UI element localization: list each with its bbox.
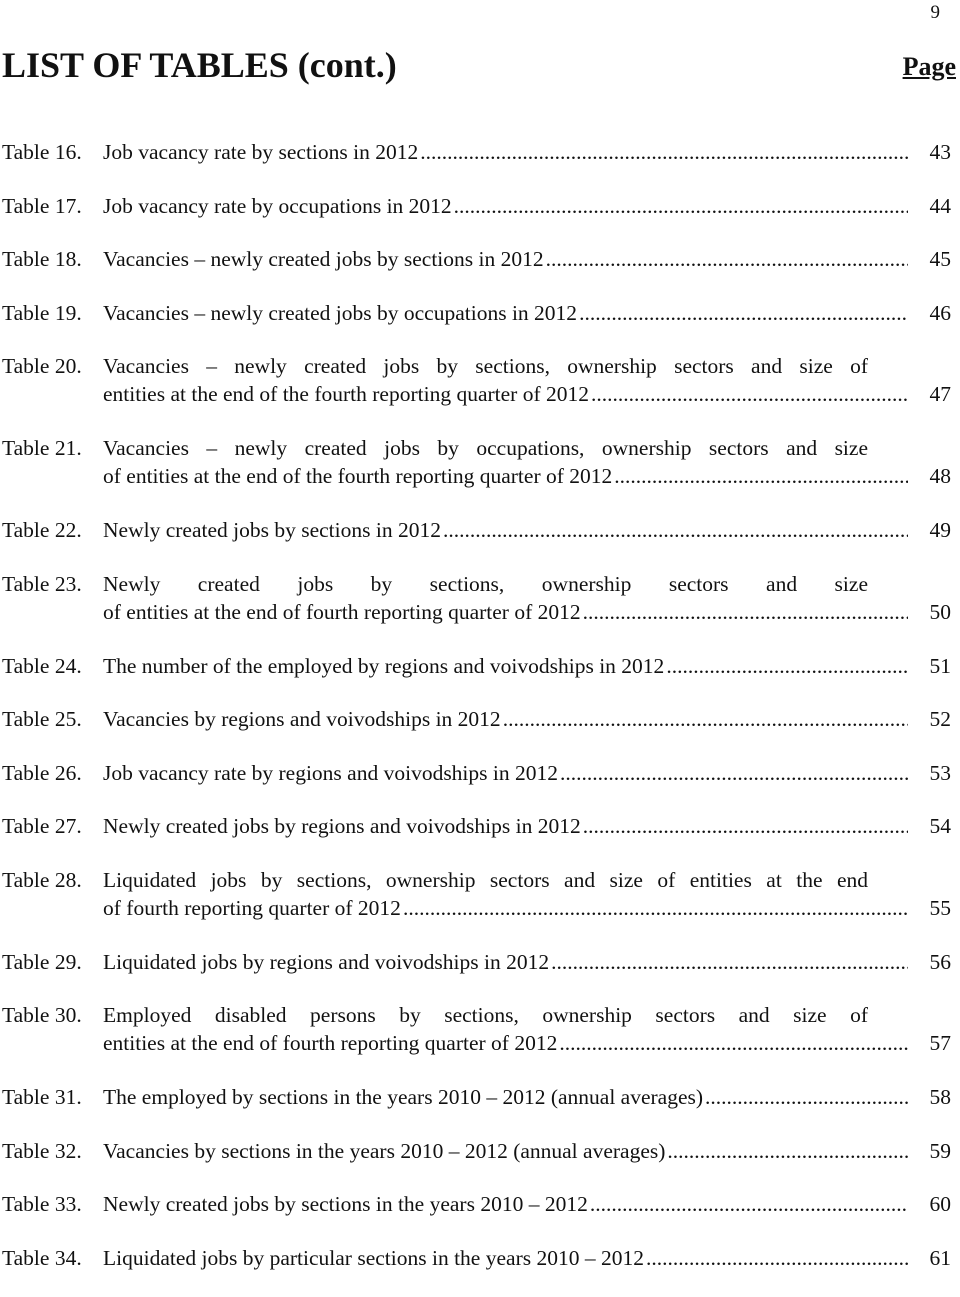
toc-entry-label: Table 28.: [2, 867, 82, 892]
toc-entry[interactable]: [0, 570, 960, 626]
toc-entry-page-number: 50: [929, 599, 951, 624]
toc-entry-page-number: 54: [929, 814, 951, 838]
toc-entry[interactable]: [0, 192, 960, 220]
toc-entry-page-number: 59: [929, 1138, 951, 1163]
toc-entry-title: Newly created jobs by sections in 2012: [103, 518, 441, 542]
toc-entry[interactable]: [0, 1001, 960, 1057]
dot-leader: [454, 192, 908, 220]
toc-entry-title: Liquidated jobs by regions and voivodships in 2012: [103, 949, 550, 974]
toc-entry-label: Table 17.: [2, 193, 82, 218]
toc-entry-label: Table 30.: [2, 1003, 82, 1027]
toc-entry-title: Newly created jobs by sections in the years 2010 – 2012: [103, 1192, 588, 1216]
dot-leader: [667, 1137, 908, 1165]
toc-entry-page-number: 58: [929, 1085, 951, 1109]
toc-entry[interactable]: [0, 759, 960, 787]
toc-entry[interactable]: [0, 245, 960, 273]
page-title: LIST OF TABLES (cont.): [2, 45, 397, 85]
toc-entry-title: Vacancies – newly created jobs by sections in 2012: [103, 247, 544, 271]
toc-entry-label: Table 32.: [2, 1138, 82, 1163]
toc-entry-label: Table 20.: [2, 354, 82, 378]
toc-entry[interactable]: [0, 705, 960, 733]
toc-entry-page-number: 43: [929, 140, 951, 164]
toc-entry-page-number: 55: [929, 895, 951, 920]
toc-entry[interactable]: [0, 866, 960, 922]
toc-entry-title-line: Vacancies – newly created jobs by occupations, ownership sectors and size: [103, 436, 868, 460]
dot-leader: [420, 138, 908, 166]
toc-entry-label: Table 24.: [2, 653, 82, 678]
toc-entry[interactable]: [0, 1244, 960, 1272]
toc-entry-title: Vacancies by sections in the years 2010 – 2012 (annual averages): [103, 1138, 666, 1163]
page-number: 9: [930, 2, 940, 23]
page-column-heading: Page: [902, 52, 956, 81]
toc-entry-page-number: 48: [929, 464, 951, 488]
toc-entry-label: Table 22.: [2, 518, 82, 542]
dot-leader: [614, 462, 908, 490]
dot-leader: [546, 245, 908, 273]
toc-entry[interactable]: [0, 299, 960, 327]
toc-entry-label: Table 23.: [2, 571, 82, 596]
dot-leader: [646, 1244, 908, 1272]
toc-entry-title: Job vacancy rate by sections in 2012: [103, 140, 419, 164]
toc-entry-title: Vacancies – newly created jobs by occupations in 2012: [103, 300, 578, 325]
toc-entry-page-number: 51: [929, 653, 951, 678]
toc-entry[interactable]: [0, 652, 960, 680]
toc-entry[interactable]: [0, 812, 960, 840]
dot-leader: [591, 380, 908, 408]
toc-entry-label: Table 19.: [2, 300, 82, 325]
toc-entry-page-number: 49: [929, 518, 951, 542]
dot-leader: [579, 299, 908, 327]
dot-leader: [403, 894, 908, 922]
toc-entry-page-number: 45: [929, 247, 951, 271]
toc-entry-page-number: 52: [929, 707, 951, 731]
toc-entry-page-number: 46: [929, 300, 951, 325]
toc-entry-title: Vacancies by regions and voivodships in 2012: [103, 707, 501, 731]
toc-entry-title-line: Newly created jobs by sections, ownership sectors and size: [103, 571, 868, 596]
toc-entry[interactable]: [0, 352, 960, 408]
dot-leader: [583, 812, 908, 840]
toc-entry-title-line: Vacancies – newly created jobs by sections, ownership sectors and size of: [103, 354, 868, 378]
table-of-contents: [0, 138, 960, 1297]
toc-entry-title: Liquidated jobs by particular sections in the years 2010 – 2012: [103, 1245, 644, 1270]
toc-entry-title: The number of the employed by regions and voivodships in 2012: [103, 653, 665, 678]
dot-leader: [559, 1029, 908, 1057]
toc-entry-page-number: 56: [929, 949, 951, 974]
dot-leader: [503, 705, 908, 733]
toc-entry[interactable]: [0, 516, 960, 544]
dot-leader: [705, 1083, 908, 1111]
toc-entry-title: entities at the end of the fourth reporting quarter of 2012: [103, 382, 589, 406]
toc-entry[interactable]: [0, 1190, 960, 1218]
dot-leader: [443, 516, 908, 544]
toc-entry-page-number: 47: [929, 382, 951, 406]
toc-entry-label: Table 27.: [2, 814, 82, 838]
dot-leader: [666, 652, 908, 680]
toc-entry-title: of entities at the end of the fourth reporting quarter of 2012: [103, 464, 613, 488]
toc-entry-page-number: 57: [929, 1031, 951, 1055]
toc-entry[interactable]: [0, 434, 960, 490]
toc-entry-title: entities at the end of fourth reporting quarter of 2012: [103, 1031, 558, 1055]
toc-entry-title: Job vacancy rate by occupations in 2012: [103, 193, 452, 218]
toc-entry-label: Table 18.: [2, 247, 82, 271]
toc-entry-label: Table 16.: [2, 140, 82, 164]
toc-entry-page-number: 61: [929, 1245, 951, 1270]
toc-entry-page-number: 60: [929, 1192, 951, 1216]
toc-entry-page-number: 53: [929, 760, 951, 785]
toc-entry-label: Table 21.: [2, 436, 82, 460]
toc-entry-label: Table 33.: [2, 1192, 82, 1216]
toc-entry[interactable]: [0, 1083, 960, 1111]
dot-leader: [551, 948, 908, 976]
toc-entry-title-line: Liquidated jobs by sections, ownership sectors and size of entities at the end: [103, 867, 868, 892]
toc-entry-title: of fourth reporting quarter of 2012: [103, 895, 401, 920]
dot-leader: [583, 598, 908, 626]
toc-entry-label: Table 26.: [2, 760, 82, 785]
toc-entry-title: Newly created jobs by regions and voivodships in 2012: [103, 814, 581, 838]
toc-entry-label: Table 29.: [2, 949, 82, 974]
toc-entry-label: Table 31.: [2, 1085, 82, 1109]
toc-entry-title: of entities at the end of fourth reporting quarter of 2012: [103, 599, 581, 624]
toc-entry-label: Table 25.: [2, 707, 82, 731]
dot-leader: [560, 759, 908, 787]
toc-entry[interactable]: [0, 948, 960, 976]
toc-entry-page-number: 44: [929, 193, 951, 218]
toc-entry-label: Table 34.: [2, 1245, 82, 1270]
toc-entry-title-line: Employed disabled persons by sections, ownership sectors and size of: [103, 1003, 868, 1027]
toc-entry-title: The employed by sections in the years 2010 – 2012 (annual averages): [103, 1085, 704, 1109]
toc-entry[interactable]: [0, 1137, 960, 1165]
toc-entry-title: Job vacancy rate by regions and voivodships in 2012: [103, 760, 558, 785]
dot-leader: [590, 1190, 908, 1218]
toc-entry[interactable]: [0, 138, 960, 166]
